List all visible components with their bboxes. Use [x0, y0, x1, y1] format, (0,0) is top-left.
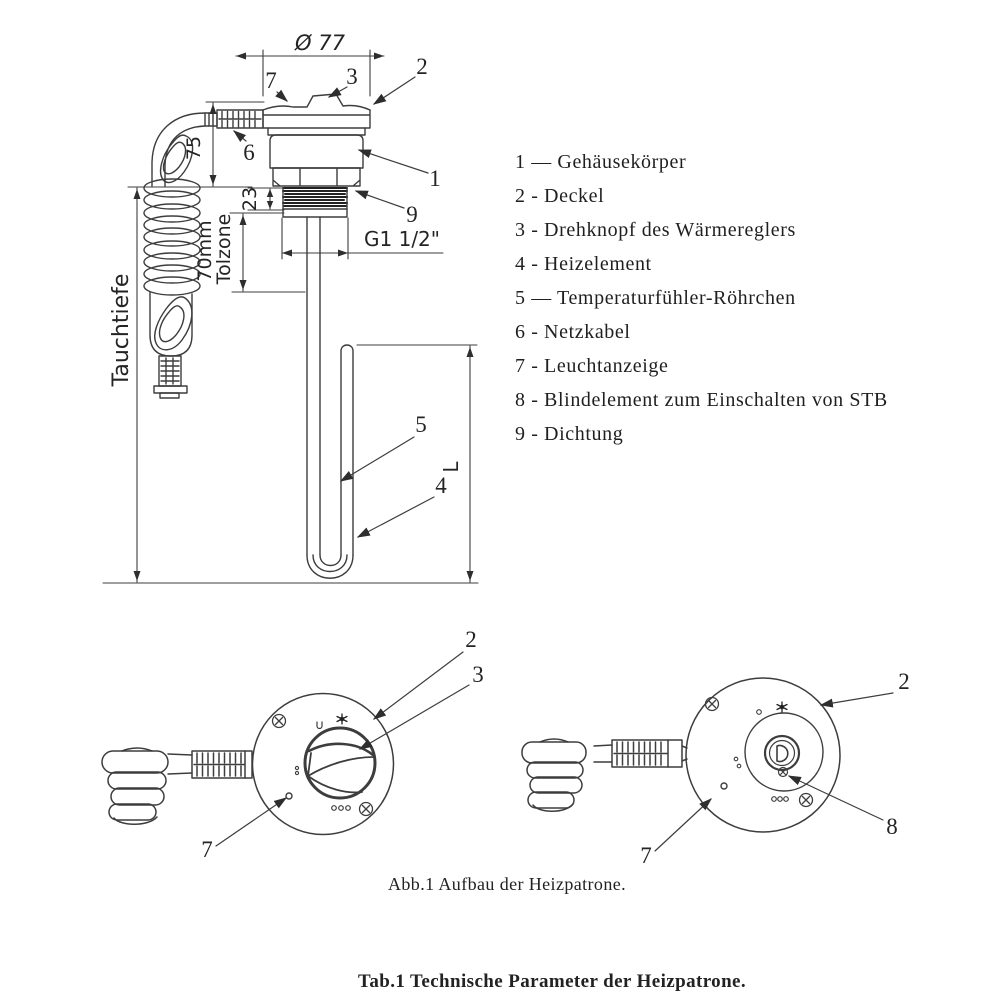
callout-3-main: 3 [346, 64, 358, 89]
main-view [103, 31, 478, 583]
legend-item-5: 5 — Temperaturfühler-Röhrchen [515, 287, 796, 309]
callout-7-main: 7 [265, 68, 277, 93]
lower-hook-shell [150, 292, 192, 356]
knob-view-gland [192, 751, 252, 778]
dim-tolzone-value: 70mm [194, 220, 216, 282]
frost-symbol [777, 702, 787, 712]
cap-top-outline [263, 94, 370, 110]
blind-element-d-hole [777, 745, 788, 761]
indicator-lamp [721, 783, 727, 789]
sensor-tube [341, 345, 353, 555]
dim-tolzone-word: Tolzone [213, 213, 235, 285]
figure-caption: Abb.1 Aufbau der Heizpatrone. [388, 874, 627, 894]
hex-nut [273, 168, 360, 186]
callout-9-main: 9 [406, 202, 418, 227]
legend-item-4: 4 - Heizelement [515, 253, 652, 275]
heating-tubes [307, 217, 353, 578]
parts-legend [515, 145, 888, 451]
dim-thread-label: G1 1/2" [364, 227, 440, 251]
callout-2-blind-view: 2 [898, 669, 910, 694]
cover-screw [273, 715, 373, 816]
legend-item-2: 2 - Deckel [515, 185, 605, 207]
coil [144, 179, 200, 295]
blind-view-gland [612, 740, 687, 767]
bottom-view-knob [102, 627, 484, 862]
cover-outline [253, 694, 394, 835]
dial-dots [772, 797, 789, 802]
stb-reset-screw [779, 768, 788, 777]
frost-symbol [337, 714, 347, 724]
main-callout-leaders [234, 77, 434, 537]
callout-8-blind-view: 8 [886, 814, 898, 839]
legend-item-8: 8 - Blindelement zum Einschalten von STB [515, 389, 888, 411]
table-caption: Tab.1 Technische Parameter der Heizpatrone. [358, 971, 747, 992]
dial-mark-min [317, 722, 322, 729]
legend-item-1: 1 — Gehäusekörper [515, 151, 687, 173]
legend-item-7: 7 - Leuchtanzeige [515, 355, 669, 377]
lower-hook-inner [159, 306, 183, 342]
cable-plug [154, 356, 187, 398]
callout-7-blind-view: 7 [640, 843, 652, 868]
dim-diameter-label: Ø 77 [295, 31, 345, 55]
callout-2-main: 2 [416, 54, 428, 79]
knob-bezel [305, 728, 375, 798]
indicator-lamp [286, 793, 292, 799]
callout-1-main: 1 [429, 166, 441, 191]
housing-body [270, 135, 363, 168]
blind-view-boot [522, 739, 586, 811]
dial-mark-left [734, 757, 741, 768]
dim-23-label: 23 [239, 186, 261, 212]
dial-mark-top [757, 710, 762, 715]
legend-item-9: 9 - Dichtung [515, 423, 624, 445]
callout-7-knob-view: 7 [201, 837, 213, 862]
blind-view-leaders [655, 693, 893, 851]
callout-2-knob-view: 2 [465, 627, 477, 652]
callout-5-main: 5 [415, 412, 427, 437]
recess-circle [745, 713, 823, 791]
cap-band [268, 128, 365, 135]
flange [283, 209, 347, 217]
dim-tauchtiefe-label: Tauchtiefe [109, 273, 134, 387]
u-bend-mid [313, 555, 347, 572]
knob-view-boot [102, 748, 168, 824]
left-tube [307, 217, 320, 555]
cap-sides [263, 110, 370, 128]
knob-view-cord [168, 754, 192, 774]
callout-4-main: 4 [435, 473, 447, 498]
heater-head [263, 94, 370, 217]
bottom-view-blind [522, 669, 910, 868]
dim-length-label: L [439, 461, 463, 473]
u-bend-inner [320, 555, 341, 566]
legend-item-3: 3 - Drehknopf des Wärmereglers [515, 219, 796, 241]
legend-item-6: 6 - Netzkabel [515, 321, 631, 343]
dim-75-label: 75 [183, 135, 205, 161]
callout-3-knob-view: 3 [472, 662, 484, 687]
thread-section [283, 188, 347, 206]
callout-6-main: 6 [243, 140, 255, 165]
knob-vane [308, 744, 374, 793]
lower-hook-outer [155, 297, 192, 350]
dial-dots [332, 806, 351, 811]
blind-view-cord [594, 745, 612, 762]
dial-mark-left [295, 766, 298, 774]
